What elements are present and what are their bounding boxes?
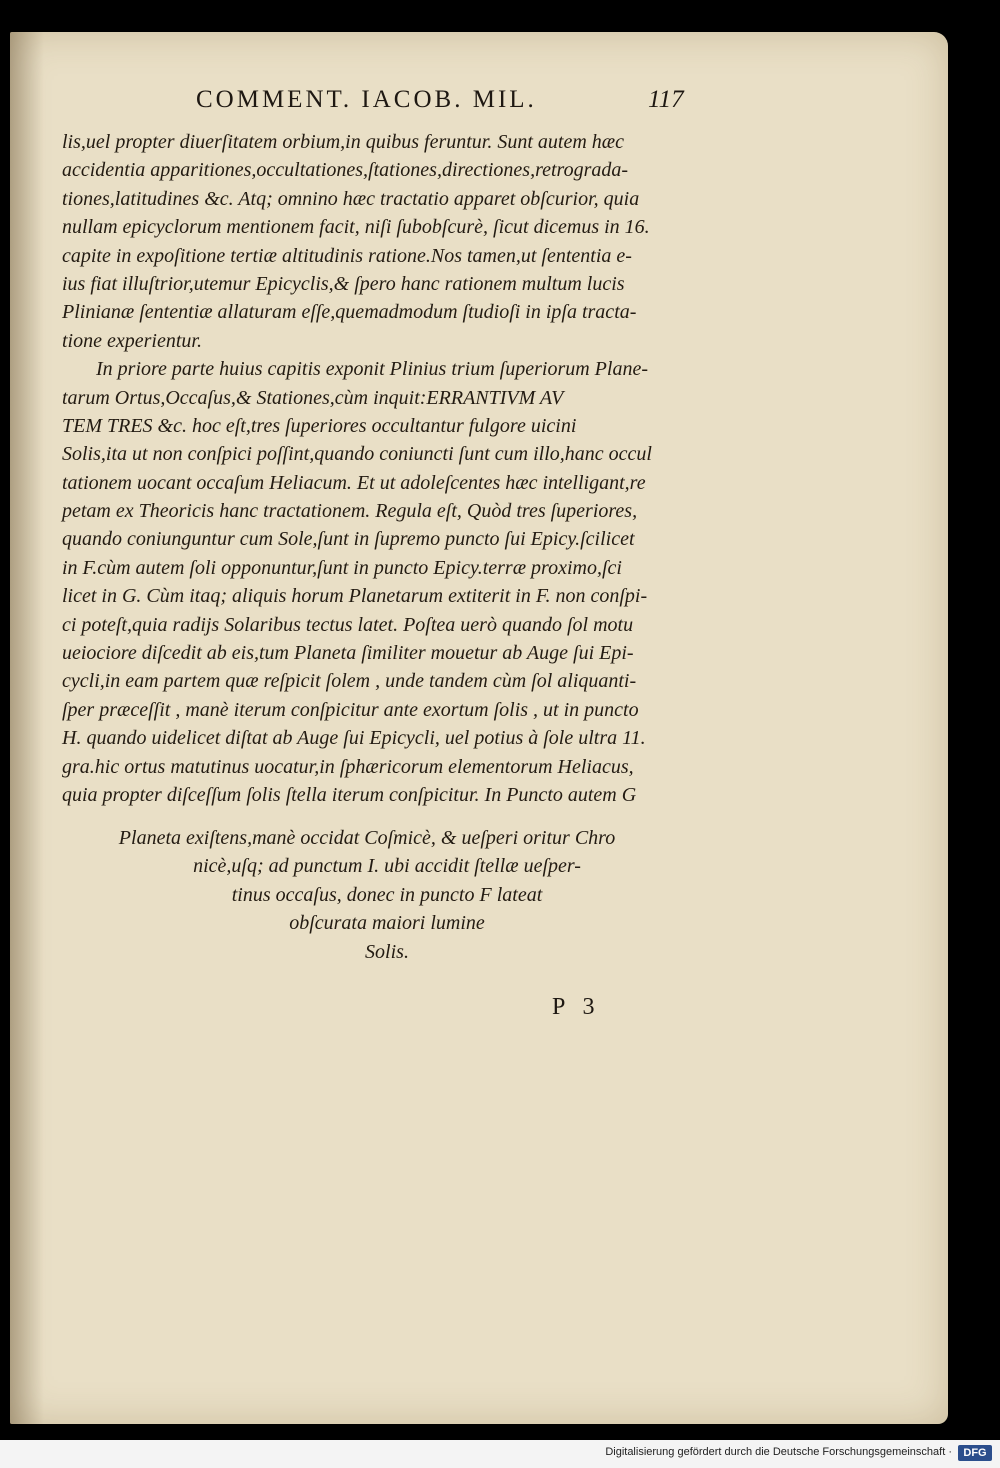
text-line: ci poteſt,quia radijs Solaribus tectus latet. Poſtea uerò quando ſol motu	[62, 613, 634, 636]
text-line: accidentia apparitiones,occultationes,ſtationes,directiones,retrograda-	[62, 159, 629, 182]
text-line: tarum Ortus,Occaſus,& Stationes,cùm inquit:ERRANTIVM AV	[62, 386, 564, 409]
running-title: COMMENT. IACOB. MIL.	[196, 86, 537, 113]
text-line: Solis,ita ut non conſpici poſſint,quando coniuncti ſunt cum illo,hanc occul	[62, 443, 652, 466]
text-line: quia propter diſceſſum ſolis ſtella iterum conſpicitur. In Puncto autem G	[62, 783, 637, 806]
tapered-text-ending	[62, 824, 712, 966]
body-text	[62, 128, 712, 809]
dfg-logo-icon: DFG	[958, 1445, 992, 1461]
text-line: gra.hic ortus matutinus uocatur,in ſphæricorum elementorum Heliacus,	[62, 755, 634, 778]
footer-bar	[0, 1440, 1000, 1468]
text-line: cycli,in eam partem quæ reſpicit ſolem , unde tandem cùm ſol aliquanti-	[62, 670, 637, 693]
text-line: Planeta exiſtens,manè occidat Coſmicè, & ueſperi oritur Chro	[118, 827, 616, 849]
funding-note: Digitalisierung gefördert durch die Deutsche Forschungsgemeinschaft ·	[605, 1446, 952, 1458]
text-line: Solis.	[365, 940, 409, 963]
text-line: H. quando uidelicet diſtat ab Auge ſui Epicycli, uel potius à ſole ultra 11.	[62, 727, 646, 750]
text-line: nullam epicyclorum mentionem facit, niſi ſubobſcurè, ſicut dicemus in 16.	[62, 216, 650, 239]
signature-mark: P 3	[552, 994, 601, 1020]
text-line: TEM TRES &c. hoc eſt,tres ſuperiores occultantur fulgore uicini	[62, 414, 577, 437]
text-line: in F.cùm autem ſoli opponuntur,ſunt in puncto Epicy.terræ proximo,ſci	[62, 556, 622, 579]
text-line: tiones,latitudines &c. Atq; omnino hæc tractatio apparet obſcurior, quia	[62, 187, 640, 210]
text-line: tinus occaſus, donec in puncto F lateat	[231, 883, 543, 906]
text-line: ſper præceſſit , manè iterum conſpicitur ante exortum ſolis , ut in puncto	[62, 698, 639, 721]
text-line: ueiociore diſcedit ab eis,tum Planeta ſimiliter mouetur ab Auge ſui Epi-	[62, 642, 634, 665]
text-line: In priore parte huius capitis exponit Plinius trium ſuperiorum Plane-	[96, 358, 648, 381]
text-line: tationem uocant occaſum Heliacum. Et ut adoleſcentes hæc intelligant,re	[62, 471, 646, 494]
text-line: petam ex Theoricis hanc tractationem. Regula eſt, Quòd tres ſuperiores,	[62, 500, 638, 523]
text-line: obſcurata maiori lumine	[289, 912, 485, 935]
running-header	[196, 86, 716, 126]
text-line: tione experientur.	[62, 329, 202, 352]
text-line: licet in G. Cùm itaq; aliquis horum Planetarum extiterit in F. non conſpi-	[62, 585, 648, 608]
folio-number: 117	[648, 86, 684, 113]
text-line: nicè,uſq; ad punctum I. ubi accidit ſtellæ ueſper-	[193, 855, 581, 878]
text-line: ius fiat illuſtrior,utemur Epicyclis,& ſpero hanc rationem multum lucis	[62, 272, 625, 295]
page-spine-shadow	[10, 32, 44, 1424]
text-line: Plinianæ ſententiæ allaturam eſſe,quemadmodum ſtudioſi in ipſa tracta-	[62, 301, 637, 324]
text-line: quando coniunguntur cum Sole,ſunt in ſupremo puncto ſui Epicy.ſcilicet	[62, 528, 635, 551]
text-line: capite in expoſitione tertiæ altitudinis ratione.Nos tamen,ut ſententia e-	[62, 244, 632, 267]
text-line: lis,uel propter diuerſitatem orbium,in quibus feruntur. Sunt autem hæc	[62, 131, 625, 153]
